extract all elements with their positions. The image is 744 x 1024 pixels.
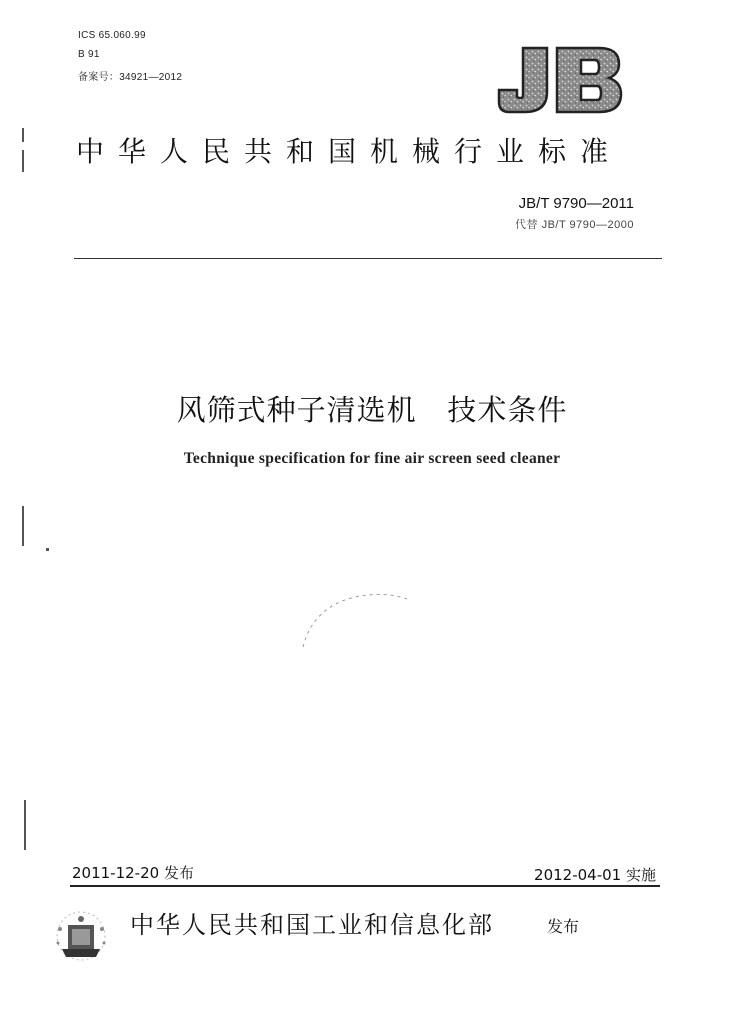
document-title-cn: 风筛式种子清选机 技术条件 [176,393,568,427]
issue-date: 2011-12-20 发布 [72,864,194,882]
scan-speck [46,548,49,551]
publish-label: 发布 [547,917,580,936]
faint-scan-mark [295,585,425,655]
ccs-code: B 91 [78,49,100,60]
bottom-divider [70,885,660,887]
scan-speck [22,150,24,172]
standard-number: JB/T 9790—2011 [518,195,634,212]
record-number: 备案号：34921—2012 [78,72,183,83]
scan-speck [22,506,24,546]
ministry-emblem [48,907,114,965]
scan-speck [24,800,26,850]
document-title-en: Technique specification for fine air screen seed cleaner [183,450,561,467]
standard-type-title: 中华人民共和国机械行业标准 [76,135,623,168]
scan-speck [22,128,24,142]
issuing-authority: 中华人民共和国工业和信息化部 [130,911,494,939]
ics-code: ICS 65.060.99 [78,30,146,41]
replaced-standard: 代替 JB/T 9790—2000 [515,219,634,231]
implementation-date: 2012-04-01 实施 [534,866,656,884]
jb-logo [495,44,625,116]
top-divider [74,258,662,259]
